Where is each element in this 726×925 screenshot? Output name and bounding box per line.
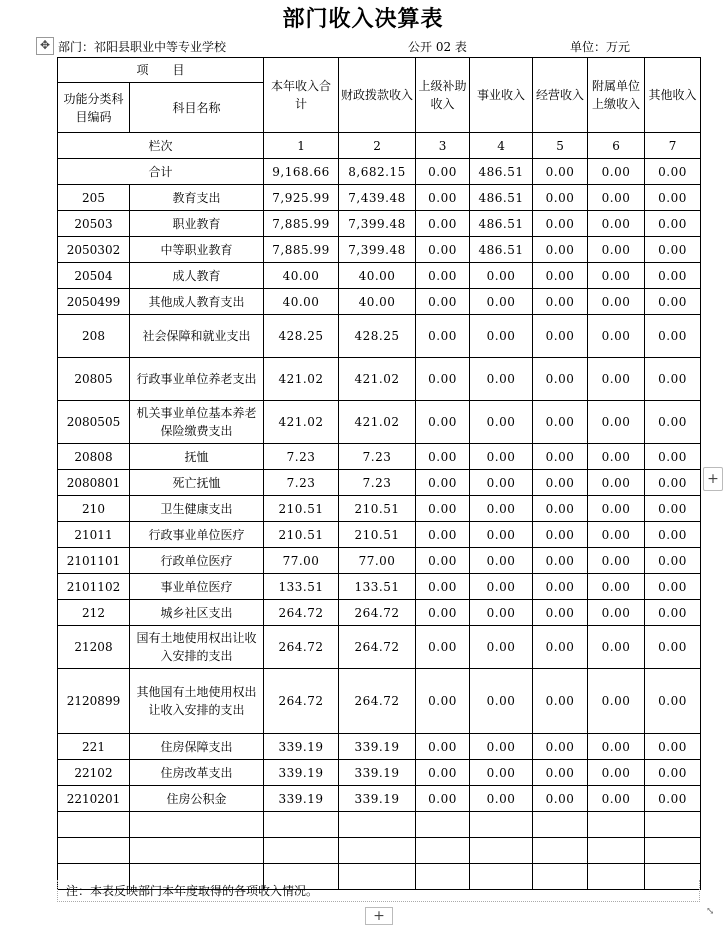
row-value: 0.00 [588, 669, 645, 734]
row-subject-name: 行政单位医疗 [130, 548, 264, 574]
table-row [58, 734, 701, 760]
empty-cell[interactable] [264, 812, 339, 838]
row-value: 0.00 [645, 263, 701, 289]
table-row [58, 237, 701, 263]
empty-cell[interactable] [416, 812, 470, 838]
row-subject-name: 卫生健康支出 [130, 496, 264, 522]
total-cell: 486.51 [470, 159, 533, 185]
header-col-6: 附属单位上缴收入 [588, 58, 645, 133]
row-value: 264.72 [264, 626, 339, 669]
row-value: 0.00 [588, 600, 645, 626]
row-value: 0.00 [470, 315, 533, 358]
row-value: 0.00 [588, 185, 645, 211]
empty-cell[interactable] [533, 812, 588, 838]
table-row [58, 401, 701, 444]
row-value: 0.00 [645, 669, 701, 734]
row-value: 7,439.48 [339, 185, 416, 211]
row-value: 0.00 [533, 237, 588, 263]
row-value: 40.00 [339, 289, 416, 315]
table-row [58, 185, 701, 211]
header-col-5: 经营收入 [533, 58, 588, 133]
row-value: 7.23 [264, 470, 339, 496]
row-value: 0.00 [470, 496, 533, 522]
row-value: 0.00 [588, 760, 645, 786]
add-column-button[interactable]: + [703, 467, 723, 491]
total-cell: 0.00 [645, 159, 701, 185]
empty-row [58, 812, 701, 838]
table-code: 公开 02 表 [408, 40, 467, 54]
header-col-1: 本年收入合计 [264, 58, 339, 133]
row-value: 40.00 [339, 263, 416, 289]
row-value: 264.72 [264, 669, 339, 734]
row-value: 0.00 [416, 760, 470, 786]
row-value: 40.00 [264, 263, 339, 289]
row-value: 428.25 [339, 315, 416, 358]
row-value: 0.00 [588, 263, 645, 289]
empty-row [58, 838, 701, 864]
row-value: 0.00 [533, 289, 588, 315]
row-value: 0.00 [645, 574, 701, 600]
row-code: 2120899 [58, 669, 130, 734]
col-num: 2 [339, 133, 416, 159]
empty-cell[interactable] [470, 812, 533, 838]
row-value: 421.02 [264, 401, 339, 444]
table-row [58, 444, 701, 470]
row-value: 0.00 [645, 315, 701, 358]
row-value: 0.00 [533, 211, 588, 237]
empty-cell[interactable] [339, 838, 416, 864]
table-row [58, 289, 701, 315]
row-value: 0.00 [416, 600, 470, 626]
table-row [58, 263, 701, 289]
total-cell: 0.00 [533, 159, 588, 185]
row-value: 0.00 [533, 548, 588, 574]
row-value: 0.00 [470, 548, 533, 574]
row-value: 0.00 [416, 211, 470, 237]
row-value: 0.00 [645, 786, 701, 812]
row-code: 22102 [58, 760, 130, 786]
empty-cell[interactable] [588, 838, 645, 864]
row-subject-name: 住房公积金 [130, 786, 264, 812]
row-value: 0.00 [470, 263, 533, 289]
row-subject-name: 职业教育 [130, 211, 264, 237]
row-value: 421.02 [339, 358, 416, 401]
row-value: 0.00 [470, 786, 533, 812]
row-value: 210.51 [339, 522, 416, 548]
row-value: 0.00 [416, 358, 470, 401]
total-cell: 0.00 [416, 159, 470, 185]
row-value: 0.00 [588, 786, 645, 812]
header-subject-name: 科目名称 [130, 83, 264, 133]
row-value: 0.00 [533, 358, 588, 401]
row-value: 0.00 [533, 315, 588, 358]
row-value: 0.00 [588, 401, 645, 444]
row-subject-name: 机关事业单位基本养老保险缴费支出 [130, 401, 264, 444]
row-value: 0.00 [470, 358, 533, 401]
row-value: 0.00 [588, 496, 645, 522]
table-row [58, 669, 701, 734]
row-value: 77.00 [339, 548, 416, 574]
row-value: 0.00 [533, 263, 588, 289]
row-code: 212 [58, 600, 130, 626]
header-col-2: 财政拨款收入 [339, 58, 416, 133]
row-code: 208 [58, 315, 130, 358]
row-value: 0.00 [533, 600, 588, 626]
row-value: 0.00 [470, 760, 533, 786]
row-subject-name: 国有土地使用权出让收入安排的支出 [130, 626, 264, 669]
row-value: 0.00 [533, 444, 588, 470]
row-subject-name: 社会保障和就业支出 [130, 315, 264, 358]
row-value: 339.19 [339, 786, 416, 812]
row-subject-name: 住房改革支出 [130, 760, 264, 786]
unit-label: 单位：万元 [570, 40, 631, 54]
header-func-code: 功能分类科目编码 [58, 83, 130, 133]
row-value: 0.00 [588, 289, 645, 315]
row-value: 428.25 [264, 315, 339, 358]
row-value: 0.00 [416, 315, 470, 358]
resize-handle-icon[interactable]: ⤡ [706, 906, 715, 917]
row-subject-name: 行政事业单位医疗 [130, 522, 264, 548]
row-value: 210.51 [339, 496, 416, 522]
row-value: 0.00 [470, 574, 533, 600]
row-value: 133.51 [264, 574, 339, 600]
empty-cell[interactable] [339, 812, 416, 838]
row-code: 20805 [58, 358, 130, 401]
row-value: 0.00 [533, 760, 588, 786]
row-value: 0.00 [588, 522, 645, 548]
row-code: 2101101 [58, 548, 130, 574]
empty-cell[interactable] [264, 838, 339, 864]
row-value: 0.00 [645, 358, 701, 401]
row-value: 0.00 [645, 496, 701, 522]
row-value: 0.00 [470, 470, 533, 496]
row-value: 0.00 [645, 760, 701, 786]
col-num: 3 [416, 133, 470, 159]
row-code: 20504 [58, 263, 130, 289]
row-value: 0.00 [588, 211, 645, 237]
table-row [58, 600, 701, 626]
row-value: 210.51 [264, 496, 339, 522]
row-code: 2210201 [58, 786, 130, 812]
add-row-button[interactable]: + [365, 907, 393, 925]
row-value: 0.00 [645, 600, 701, 626]
row-value: 0.00 [588, 548, 645, 574]
row-value: 486.51 [470, 185, 533, 211]
row-value: 7.23 [264, 444, 339, 470]
row-value: 0.00 [533, 626, 588, 669]
row-value: 264.72 [339, 669, 416, 734]
row-value: 0.00 [588, 358, 645, 401]
row-value: 0.00 [533, 786, 588, 812]
empty-cell[interactable] [416, 838, 470, 864]
row-code: 20808 [58, 444, 130, 470]
total-cell: 0.00 [588, 159, 645, 185]
row-subject-name: 其他成人教育支出 [130, 289, 264, 315]
row-subject-name: 成人教育 [130, 263, 264, 289]
empty-cell[interactable] [645, 812, 701, 838]
table-row [58, 626, 701, 669]
row-value: 0.00 [645, 289, 701, 315]
row-value: 0.00 [588, 734, 645, 760]
row-code: 2080505 [58, 401, 130, 444]
row-value: 0.00 [416, 401, 470, 444]
table-row [58, 358, 701, 401]
row-subject-name: 抚恤 [130, 444, 264, 470]
table-row [58, 496, 701, 522]
row-value: 0.00 [588, 315, 645, 358]
row-code: 2050302 [58, 237, 130, 263]
row-subject-name: 城乡社区支出 [130, 600, 264, 626]
row-value: 0.00 [533, 185, 588, 211]
total-row [58, 159, 701, 185]
col-num: 1 [264, 133, 339, 159]
row-value: 486.51 [470, 237, 533, 263]
empty-cell[interactable] [645, 838, 701, 864]
row-value: 0.00 [470, 626, 533, 669]
row-value: 0.00 [416, 626, 470, 669]
empty-cell[interactable] [130, 838, 264, 864]
row-value: 339.19 [264, 734, 339, 760]
row-value: 0.00 [416, 522, 470, 548]
row-value: 264.72 [339, 600, 416, 626]
header-col-3: 上级补助收入 [416, 58, 470, 133]
table-row [58, 522, 701, 548]
row-value: 339.19 [339, 760, 416, 786]
row-subject-name: 教育支出 [130, 185, 264, 211]
row-value: 486.51 [470, 211, 533, 237]
row-value: 0.00 [416, 237, 470, 263]
row-value: 0.00 [416, 574, 470, 600]
row-value: 0.00 [470, 522, 533, 548]
col-num: 6 [588, 133, 645, 159]
row-code: 205 [58, 185, 130, 211]
row-value: 0.00 [470, 444, 533, 470]
total-cell: 9,168.66 [264, 159, 339, 185]
table-row [58, 470, 701, 496]
row-value: 7.23 [339, 444, 416, 470]
row-value: 421.02 [264, 358, 339, 401]
row-value: 0.00 [416, 444, 470, 470]
empty-cell[interactable] [533, 838, 588, 864]
row-value: 0.00 [645, 211, 701, 237]
row-value: 7,399.48 [339, 211, 416, 237]
row-code: 221 [58, 734, 130, 760]
row-code: 21208 [58, 626, 130, 669]
row-value: 339.19 [264, 786, 339, 812]
total-label: 合计 [58, 159, 264, 185]
row-value: 0.00 [470, 600, 533, 626]
row-value: 0.00 [416, 734, 470, 760]
page-title: 部门收入决算表 [282, 7, 444, 32]
row-value: 339.19 [339, 734, 416, 760]
row-value: 0.00 [645, 626, 701, 669]
row-code: 210 [58, 496, 130, 522]
row-value: 0.00 [533, 496, 588, 522]
row-value: 133.51 [339, 574, 416, 600]
header-col-7: 其他收入 [645, 58, 701, 133]
row-value: 0.00 [645, 522, 701, 548]
row-value: 0.00 [416, 470, 470, 496]
row-value: 0.00 [588, 444, 645, 470]
row-subject-name: 事业单位医疗 [130, 574, 264, 600]
table-note: 注：本表反映部门本年度取得的各项收入情况。 [57, 880, 700, 902]
row-code: 2050499 [58, 289, 130, 315]
col-num: 5 [533, 133, 588, 159]
header-col-4: 事业收入 [470, 58, 533, 133]
empty-cell[interactable] [130, 812, 264, 838]
col-num: 4 [470, 133, 533, 159]
row-value: 0.00 [470, 401, 533, 444]
table-row [58, 548, 701, 574]
row-value: 0.00 [588, 574, 645, 600]
row-value: 0.00 [470, 289, 533, 315]
row-code: 2101102 [58, 574, 130, 600]
row-value: 7,885.99 [264, 237, 339, 263]
row-value: 7,399.48 [339, 237, 416, 263]
row-value: 0.00 [588, 626, 645, 669]
row-code: 20503 [58, 211, 130, 237]
row-value: 0.00 [416, 496, 470, 522]
row-value: 0.00 [533, 522, 588, 548]
department-label: 部门：祁阳县职业中等专业学校 [58, 40, 227, 54]
row-value: 7.23 [339, 470, 416, 496]
row-value: 0.00 [470, 669, 533, 734]
empty-cell[interactable] [58, 838, 130, 864]
table-move-handle-icon[interactable]: ✥ [36, 37, 54, 55]
row-value: 210.51 [264, 522, 339, 548]
header-item: 项 目 [58, 58, 264, 83]
row-value: 0.00 [533, 470, 588, 496]
row-value: 0.00 [533, 574, 588, 600]
row-value: 0.00 [470, 734, 533, 760]
row-subject-name: 死亡抚恤 [130, 470, 264, 496]
total-cell: 8,682.15 [339, 159, 416, 185]
row-value: 0.00 [416, 548, 470, 574]
table-row [58, 760, 701, 786]
empty-cell[interactable] [588, 812, 645, 838]
row-value: 0.00 [533, 669, 588, 734]
row-value: 0.00 [416, 669, 470, 734]
row-value: 264.72 [339, 626, 416, 669]
row-value: 0.00 [645, 401, 701, 444]
row-value: 0.00 [416, 185, 470, 211]
row-value: 0.00 [533, 401, 588, 444]
table-row [58, 211, 701, 237]
empty-cell[interactable] [470, 838, 533, 864]
row-value: 77.00 [264, 548, 339, 574]
income-table [57, 57, 701, 890]
row-code: 2080801 [58, 470, 130, 496]
row-value: 0.00 [645, 237, 701, 263]
row-value: 0.00 [588, 237, 645, 263]
row-value: 0.00 [645, 470, 701, 496]
row-subject-name: 其他国有土地使用权出让收入安排的支出 [130, 669, 264, 734]
header-lanci: 栏次 [58, 133, 264, 159]
row-value: 0.00 [645, 734, 701, 760]
row-value: 339.19 [264, 760, 339, 786]
row-value: 0.00 [416, 263, 470, 289]
row-value: 0.00 [416, 289, 470, 315]
table-row [58, 786, 701, 812]
row-value: 264.72 [264, 600, 339, 626]
row-value: 0.00 [533, 734, 588, 760]
row-value: 0.00 [645, 444, 701, 470]
row-value: 7,885.99 [264, 211, 339, 237]
row-value: 7,925.99 [264, 185, 339, 211]
row-value: 421.02 [339, 401, 416, 444]
empty-cell[interactable] [58, 812, 130, 838]
row-value: 0.00 [645, 185, 701, 211]
row-subject-name: 中等职业教育 [130, 237, 264, 263]
col-num: 7 [645, 133, 701, 159]
row-subject-name: 住房保障支出 [130, 734, 264, 760]
table-row [58, 315, 701, 358]
row-value: 0.00 [588, 470, 645, 496]
row-value: 0.00 [645, 548, 701, 574]
row-subject-name: 行政事业单位养老支出 [130, 358, 264, 401]
row-value: 40.00 [264, 289, 339, 315]
table-row [58, 574, 701, 600]
row-code: 21011 [58, 522, 130, 548]
row-value: 0.00 [416, 786, 470, 812]
